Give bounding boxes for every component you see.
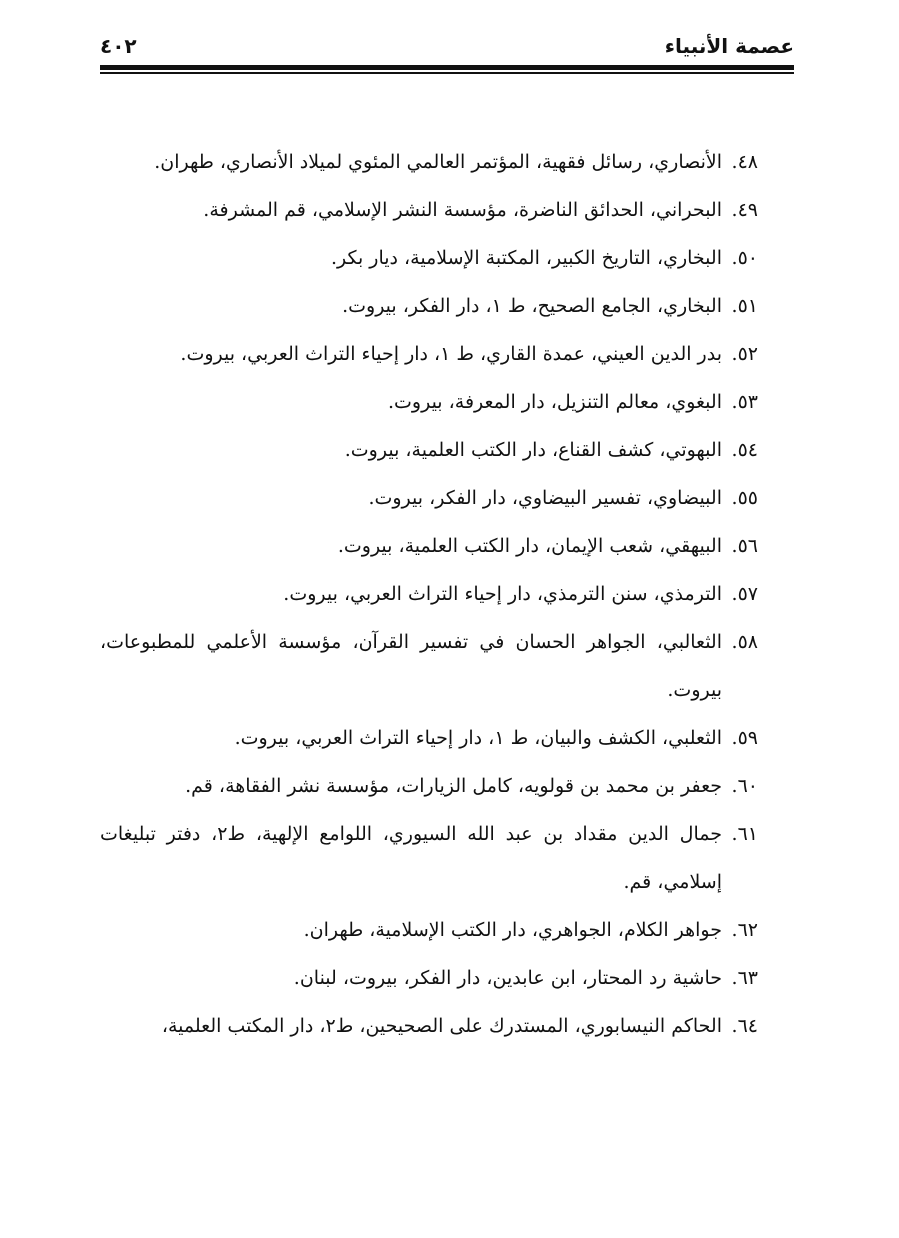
reference-item-49 xyxy=(100,186,758,234)
reference-item-52 xyxy=(100,330,758,378)
reference-number: ٥٦. xyxy=(731,535,758,557)
reference-text: البخاري، التاريخ الكبير، المكتبة الإسلامية، ديار بكر. xyxy=(330,247,722,269)
reference-number: ٥٥. xyxy=(731,487,758,509)
reference-text: بدر الدين العيني، عمدة القاري، ط ١، دار إحياء التراث العربي، بيروت. xyxy=(180,343,722,365)
reference-item-53 xyxy=(100,378,758,426)
reference-item-60 xyxy=(100,762,758,810)
reference-text: الأنصاري، رسائل فقهية، المؤتمر العالمي المئوي لميلاد الأنصاري، طهران. xyxy=(154,151,722,173)
reference-text: الثعالبي، الجواهر الحسان في تفسير القرآن، مؤسسة الأعلمي للمطبوعات، بيروت. xyxy=(100,631,722,701)
reference-number: ٥١. xyxy=(731,295,758,317)
header-rule-thin xyxy=(100,72,794,74)
reference-number: ٥٤. xyxy=(731,439,758,461)
reference-number: ٥٣. xyxy=(731,391,758,413)
reference-text: البيضاوي، تفسير البيضاوي، دار الفكر، بيروت. xyxy=(368,487,722,509)
reference-number: ٦١. xyxy=(731,823,758,845)
reference-number: ٥٢. xyxy=(731,343,758,365)
reference-item-50 xyxy=(100,234,758,282)
reference-text: الحاكم النيسابوري، المستدرك على الصحيحين، ط٢، دار المكتب العلمية، xyxy=(161,1015,722,1037)
reference-text: الثعلبي، الكشف والبيان، ط ١، دار إحياء التراث العربي، بيروت. xyxy=(234,727,722,749)
reference-item-64 xyxy=(100,1002,758,1050)
reference-item-48 xyxy=(100,138,758,186)
reference-item-56 xyxy=(100,522,758,570)
reference-number: ٤٩. xyxy=(731,199,758,221)
reference-text: الترمذي، سنن الترمذي، دار إحياء التراث العربي، بيروت. xyxy=(283,583,722,605)
reference-item-61 xyxy=(100,810,758,906)
reference-item-51 xyxy=(100,282,758,330)
reference-number: ٥٧. xyxy=(731,583,758,605)
reference-item-57 xyxy=(100,570,758,618)
reference-text: البخاري، الجامع الصحيح، ط ١، دار الفكر، بيروت. xyxy=(342,295,722,317)
page-number: ٤٠٢ xyxy=(100,34,137,58)
header-rule-thick xyxy=(100,65,794,70)
reference-number: ٦٤. xyxy=(731,1015,758,1037)
reference-number: ٦٣. xyxy=(731,967,758,989)
reference-text: البيهقي، شعب الإيمان، دار الكتب العلمية، بيروت. xyxy=(337,535,722,557)
reference-text: البهوتي، كشف القناع، دار الكتب العلمية، بيروت. xyxy=(344,439,722,461)
reference-item-54 xyxy=(100,426,758,474)
reference-number: ٦٠. xyxy=(731,775,758,797)
reference-list xyxy=(100,138,758,1050)
reference-item-58 xyxy=(100,618,758,714)
reference-text: جواهر الكلام، الجواهري، دار الكتب الإسلامية، طهران. xyxy=(303,919,722,941)
reference-number: ٥٠. xyxy=(731,247,758,269)
reference-text: جمال الدين مقداد بن عبد الله السيوري، اللوامع الإلهية، ط٢، دفتر تبليغات إسلامي، قم. xyxy=(100,823,723,893)
reference-number: ٥٨. xyxy=(731,631,758,653)
reference-item-59 xyxy=(100,714,758,762)
reference-text: حاشية رد المحتار، ابن عابدين، دار الفكر، بيروت، لبنان. xyxy=(293,967,722,989)
running-title: عصمة الأنبياء xyxy=(664,34,794,58)
reference-item-62 xyxy=(100,906,758,954)
reference-item-55 xyxy=(100,474,758,522)
reference-number: ٥٩. xyxy=(731,727,758,749)
reference-number: ٤٨. xyxy=(731,151,758,173)
page-header xyxy=(100,30,794,70)
reference-text: جعفر بن محمد بن قولويه، كامل الزيارات، مؤسسة نشر الفقاهة، قم. xyxy=(185,775,722,797)
reference-text: البغوي، معالم التنزيل، دار المعرفة، بيروت. xyxy=(387,391,722,413)
reference-number: ٦٢. xyxy=(731,919,758,941)
reference-text: البحراني، الحدائق الناضرة، مؤسسة النشر الإسلامي، قم المشرفة. xyxy=(203,199,722,221)
reference-item-63 xyxy=(100,954,758,1002)
